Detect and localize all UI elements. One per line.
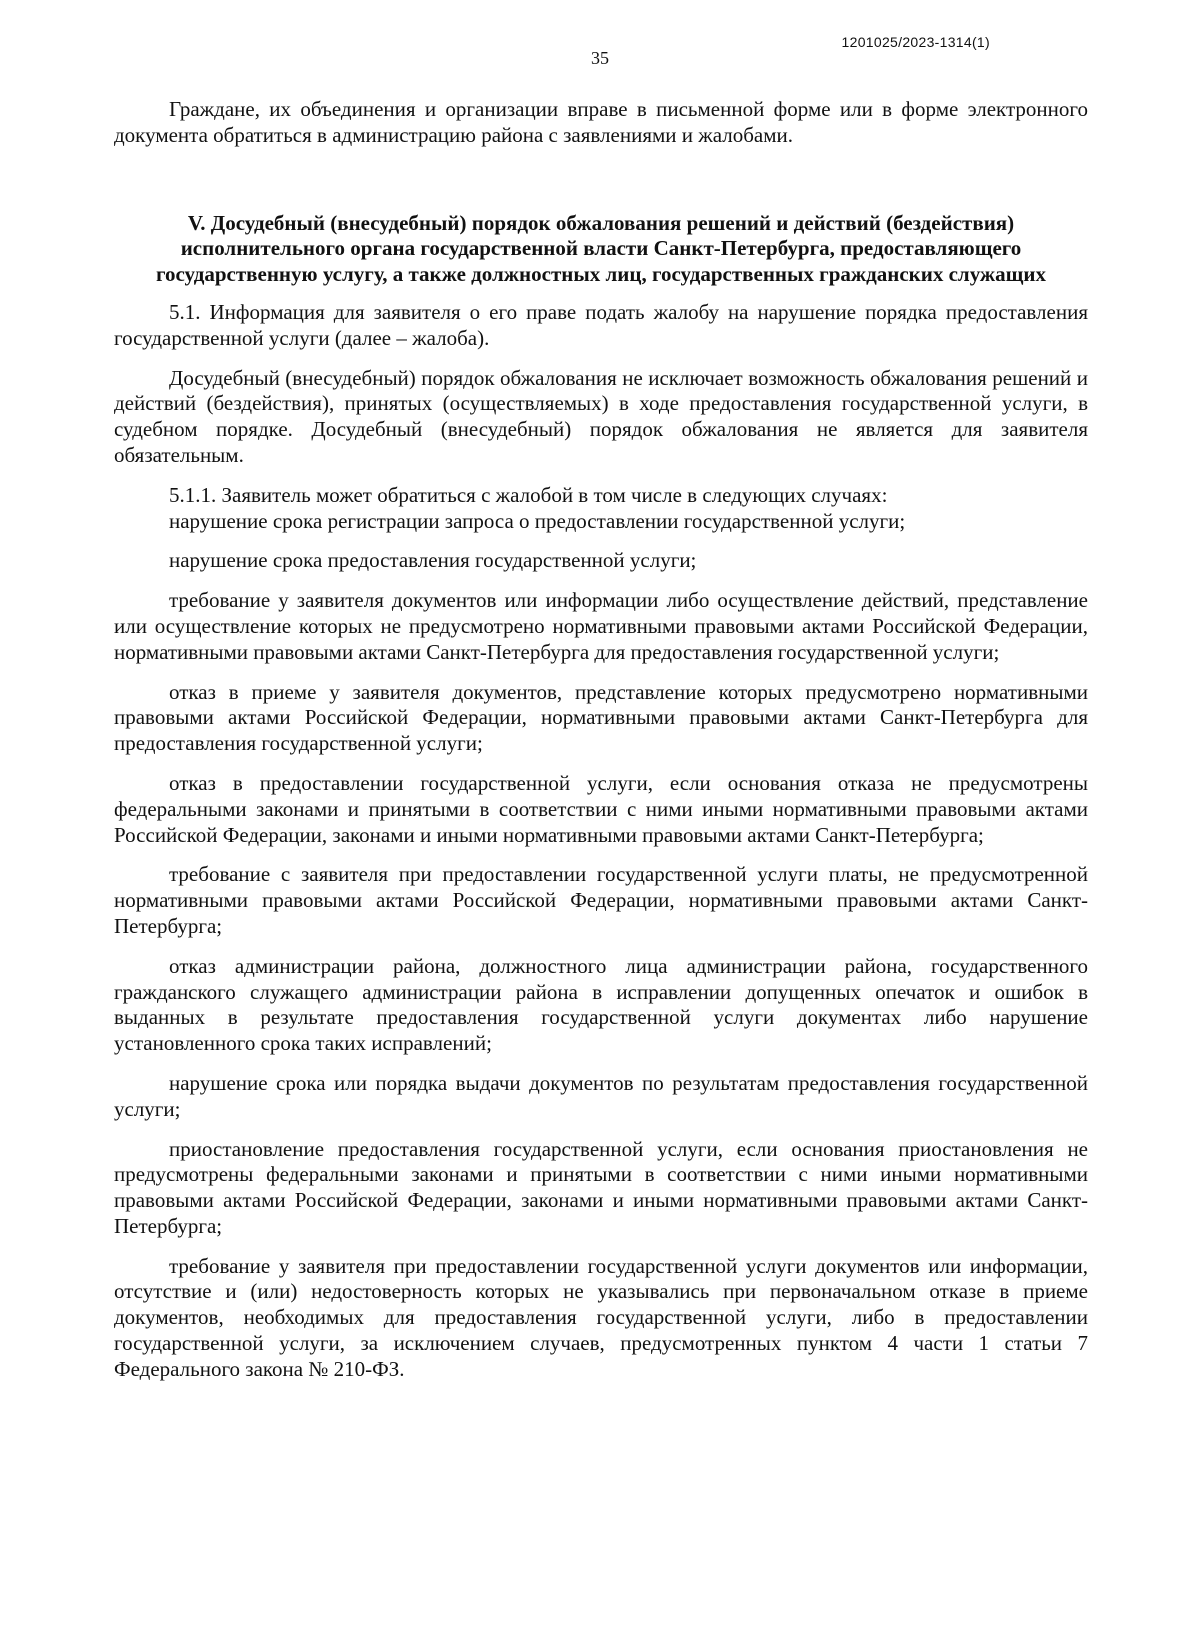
paragraph: Досудебный (внесудебный) порядок обжалования не исключает возможность обжалования решений и действий (бездействия), принятых (осуществляемых) в ходе предоставления государственной услуги, в судебном порядке. Досудебный (внесудебный) порядок обжалования не является для заявителя обязательным. (114, 365, 1088, 467)
paragraph: 5.1. Информация для заявителя о его праве подать жалобу на нарушение порядка предоставления государственной услуги (далее – жалоба). (114, 299, 1088, 350)
paragraph: требование у заявителя документов или информации либо осуществление действий, представление или осуществление которых не предусмотрено нормативными правовыми актами Российской Федерации, нормативными правовыми актами Санкт-Петербурга для предоставления государственной услуги; (114, 588, 1088, 664)
paragraph: приостановление предоставления государственной услуги, если основания приостановления не предусмотрены федеральными законами и принятыми в соответствии с ними иными нормативными правовыми актами Российской Федерации, законами и иными нормативными правовыми актами Санкт-Петербурга; (114, 1136, 1088, 1238)
paragraph: нарушение срока предоставления государственной услуги; (169, 548, 697, 573)
document-body (114, 97, 1088, 1383)
intro-paragraph: Граждане, их объединения и организации вправе в письменной форме или в форме электронного документа обратиться в администрацию района с заявлениями и жалобами. (114, 97, 1088, 147)
paragraph: нарушение срока или порядка выдачи документов по результатам предоставления государственной услуги; (114, 1070, 1088, 1121)
page-number: 35 (591, 48, 609, 68)
paragraph: отказ в предоставлении государственной услуги, если основания отказа не предусмотрены федеральными законами и принятыми в соответствии с ними иными нормативными правовыми актами Российской Федерации, законами и иными нормативными правовыми актами Санкт-Петербурга; (114, 770, 1088, 847)
paragraph: нарушение срока регистрации запроса о предоставлении государственной услуги; (169, 508, 906, 533)
paragraph: отказ администрации района, должностного лица администрации района, государственного гражданского служащего администрации района в исправлении допущенных опечаток и ошибок в выданных в результате предоставления государственной услуги документах либо нарушение установленного срока таких исправлений; (114, 953, 1088, 1056)
paragraph: отказ в приеме у заявителя документов, представление которых предусмотрено нормативными правовыми актами Российской Федерации, нормативными правовыми актами Санкт-Петербурга для предоставления государственной услуги; (114, 679, 1088, 756)
document-registration-code: 1201025/2023-1314(1) (841, 34, 990, 50)
paragraph: 5.1.1. Заявитель может обратиться с жалобой в том числе в следующих случаях: (169, 482, 888, 507)
section-title: V. Досудебный (внесудебный) порядок обжалования решений и действий (бездействия) исполнительного органа государственной власти Санкт-Петербурга, предоставляющего государственную услугу, а также должностных лиц, государственных гражданских служащих (156, 210, 1046, 287)
paragraph: требование с заявителя при предоставлении государственной услуги платы, не предусмотренной нормативными правовыми актами Российской Федерации, нормативными правовыми актами Санкт-Петербурга; (114, 862, 1088, 938)
paragraph: требование у заявителя при предоставлении государственной услуги документов или информации, отсутствие и (или) недостоверность которых не указывались при первоначальном отказе в приеме документов, необходимых для предоставления государственной услуги, либо в предоставлении государственной услуги, за исключением случаев, предусмотренных пунктом 4 части 1 статьи 7 Федерального закона № 210-ФЗ. (114, 1253, 1088, 1381)
